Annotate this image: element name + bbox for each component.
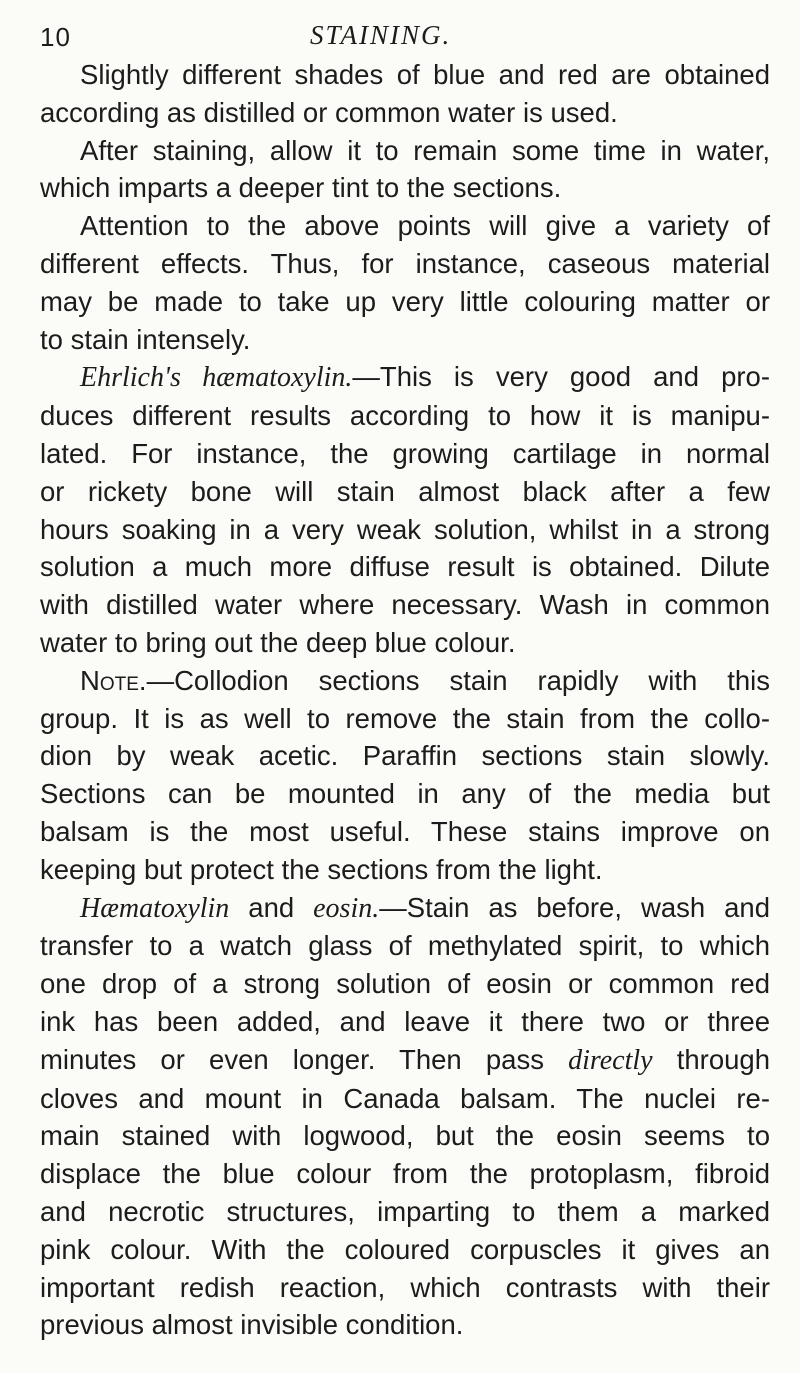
text-line: which imparts a deeper tint to the sections. xyxy=(40,172,562,204)
emphasis-directly: directly xyxy=(568,1044,653,1076)
text-line xyxy=(40,662,770,700)
text-line: Sections can be mounted in any of the media but xyxy=(40,778,770,810)
text-line: transfer to a watch glass of methylated spirit, to which xyxy=(40,930,770,962)
text-fragment: through xyxy=(652,1043,770,1075)
text-line: with distilled water where necessary. Wash in common xyxy=(40,589,770,621)
text-line: different effects. Thus, for instance, caseous material xyxy=(40,247,770,279)
text-line: Slightly different shades of blue and red are obtained xyxy=(80,59,770,90)
text-fragment: —Collodion sections stain rapidly with this xyxy=(146,664,770,696)
text-line: pink colour. With the coloured corpuscles it gives an xyxy=(40,1233,770,1265)
text-line: or rickety bone will stain almost black after a few xyxy=(40,475,770,507)
text-line xyxy=(40,1041,770,1080)
text-line: important redish reaction, which contrasts with their xyxy=(40,1271,770,1303)
text-line: may be made to take up very little colouring matter or xyxy=(40,285,770,317)
text-line: and necrotic structures, imparting to them a marked xyxy=(40,1195,770,1227)
text-fragment: minutes or even longer. Then pass xyxy=(40,1043,569,1075)
text-line: ink has been added, and leave it there two or three xyxy=(40,1005,770,1037)
text-line: displace the blue colour from the protoplasm, fibroid xyxy=(40,1158,770,1190)
text-line: Attention to the above points will give a variety of xyxy=(80,210,770,242)
text-line: group. It is as well to remove the stain from the collo- xyxy=(40,702,770,734)
section-title-ehrlich: Ehrlich's hæmatoxylin. xyxy=(80,362,353,394)
text-line: one drop of a strong solution of eosin or common red xyxy=(40,968,770,1000)
text-line: keeping but protect the sections from the light. xyxy=(40,853,603,885)
text-line: duces different results according to how it is manipu- xyxy=(40,400,770,432)
text-line: main stained with logwood, but the eosin seems to xyxy=(40,1120,770,1152)
text-line: balsam is the most useful. These stains improve on xyxy=(40,815,770,847)
text-line: lated. For instance, the growing cartilage in normal xyxy=(40,437,770,469)
running-head: STAINING. xyxy=(310,20,452,50)
page-number: 10 xyxy=(40,22,71,52)
text-line: cloves and mount in Canada balsam. The nuclei re- xyxy=(40,1082,770,1114)
text-fragment: —This is very good and pro- xyxy=(352,361,770,393)
text-fragment: and xyxy=(229,891,314,923)
text-line: to stain intensely. xyxy=(40,323,251,355)
text-line: hours soaking in a very weak solution, whilst in a strong xyxy=(40,513,770,545)
page-header xyxy=(0,10,800,50)
note-label: Note. xyxy=(80,664,147,696)
text-line: previous almost invisible condition. xyxy=(40,1309,464,1341)
section-title-eosin: eosin. xyxy=(313,892,380,924)
text-line xyxy=(40,889,770,928)
text-line: dion by weak acetic. Paraffin sections stain slowly. xyxy=(40,740,770,772)
text-fragment: —Stain as before, wash and xyxy=(379,891,770,923)
section-title-haematoxylin: Hæmatoxylin xyxy=(80,892,230,924)
text-line: according as distilled or common water is used. xyxy=(40,96,618,128)
text-line: solution a much more diffuse result is obtained. Dilute xyxy=(40,551,770,583)
text-line: water to bring out the deep blue colour. xyxy=(40,626,516,658)
body-text xyxy=(40,56,770,1344)
text-line xyxy=(40,358,770,397)
text-line: After staining, allow it to remain some time in water, xyxy=(80,134,770,166)
